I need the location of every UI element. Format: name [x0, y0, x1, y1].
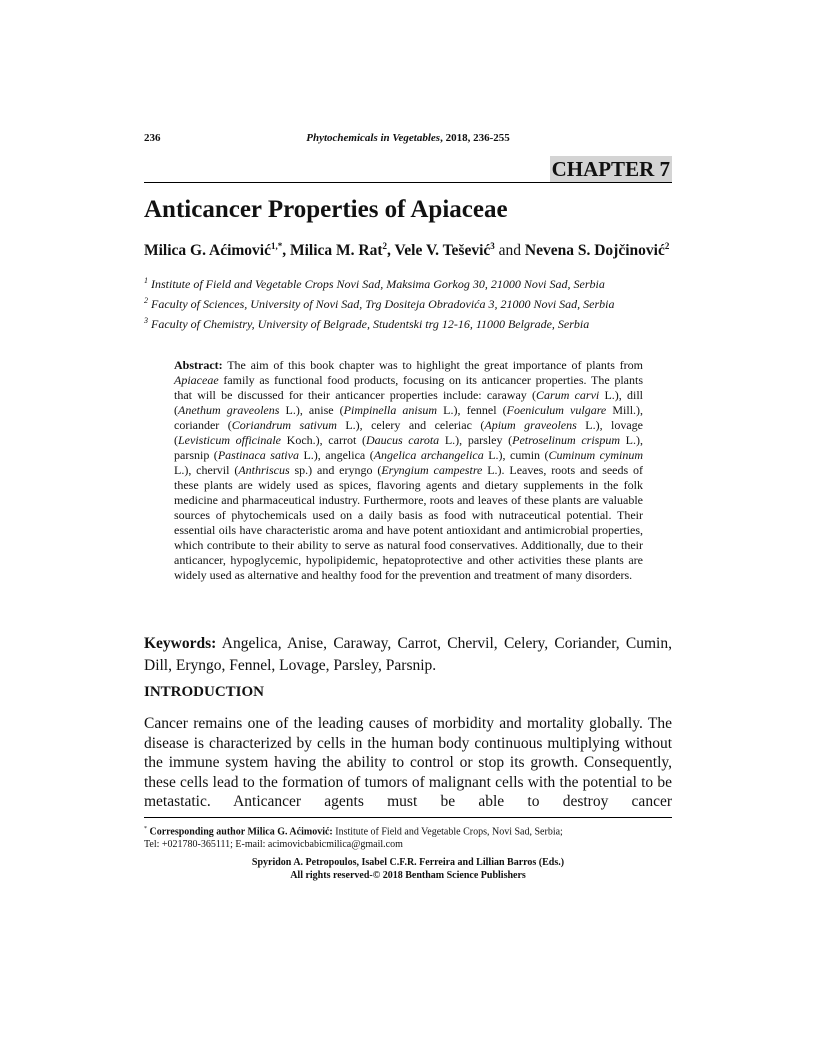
copyright-line: All rights reserved-© 2018 Bentham Science Publishers — [290, 869, 526, 881]
abstract-species-name: Petroselinum crispum — [512, 433, 621, 447]
author-affil-mark: 1,* — [270, 241, 283, 251]
abstract-text: L.), cumin ( — [483, 448, 549, 462]
abstract-text: L.), dill ( — [174, 388, 643, 417]
abstract-species-name: Foeniculum vulgare — [506, 403, 607, 417]
keywords-label: Keywords: — [144, 635, 217, 652]
publisher-info — [144, 857, 672, 882]
author-affil-mark: 3 — [490, 241, 495, 251]
abstract-label: Abstract: — [174, 358, 223, 372]
abstract-text: L.), angelica ( — [298, 448, 374, 462]
footnote-contact: Tel: +021780-365111; E-mail: acimovicbabicmilica@gmail.com — [144, 839, 403, 851]
affiliation — [144, 296, 704, 312]
affiliation-number: 1 — [144, 276, 148, 285]
abstract-species-name: Angelica archangelica — [373, 448, 484, 462]
author-separator: , — [282, 242, 290, 260]
abstract-text: L.), parsley ( — [439, 433, 513, 447]
abstract-text: sp.) and eryngo ( — [289, 463, 382, 477]
author-name: Milica G. Aćimović — [144, 242, 271, 260]
author-name: Vele V. Tešević — [394, 242, 491, 260]
author-separator: and — [494, 242, 525, 260]
keywords — [144, 633, 672, 677]
chapter-label: CHAPTER 7 — [551, 157, 670, 181]
affiliation-number: 2 — [144, 296, 148, 305]
abstract-text: L.). Leaves, roots and seeds of these plants are widely used as spices, flavoring agents and dietary supplements in the folk medicine and pharmaceutical industry. Furthermore, roots and leaves of these plants are valuable sources of phytochemicals used on a daily basis as food with nutraceutical potential. Their essential oils have characteristic aroma and have potent antioxidant and antimicrobial properties, which contribute to their ability to serve as natural food conservatives. Additionally, due to their anticancer, hypoglycemic, hypolipidemic, hepatoprotective and other activities these plants are widely used as alternative and healthy food for the prevention and treatment of many disorders. — [174, 463, 644, 582]
abstract-species-name: Pastinaca sativa — [217, 448, 299, 462]
section-heading: INTRODUCTION — [144, 684, 265, 700]
affiliation-text: Faculty of Sciences, University of Novi Sad, Trg Dositeja Obradovića 3, 21000 Novi Sad, Serbia — [148, 297, 615, 311]
abstract-species-name: Daucus carota — [365, 433, 440, 447]
abstract-text: L.), lovage ( — [174, 418, 643, 447]
abstract-text: family as functional food products, focusing on its anticancer properties. The plants that will be discussed for their anticancer properties include: caraway ( — [174, 373, 643, 402]
editors-line: Spyridon A. Petropoulos, Isabel C.F.R. Ferreira and Lillian Barros (Eds.) — [251, 857, 565, 868]
running-header — [144, 132, 672, 144]
author-name: Nevena S. Dojčinović — [524, 242, 665, 260]
footnote — [144, 823, 672, 851]
abstract-text: Koch.), carrot ( — [280, 433, 366, 447]
affiliation — [144, 276, 704, 292]
author-list — [144, 236, 672, 261]
author-affil-mark: 2 — [382, 241, 388, 251]
abstract-text: L.), anise ( — [279, 403, 344, 417]
abstract-species-name: Cuminum cyminum — [548, 448, 643, 462]
footnote-text: Institute of Field and Vegetable Crops, Novi Sad, Serbia; — [332, 826, 563, 838]
footnote-mark: * — [144, 826, 147, 832]
abstract-species-name: Coriandrum sativum — [231, 418, 337, 432]
abstract-species-name: Apium graveolens — [484, 418, 577, 432]
journal-title: Phytochemicals in Vegetables — [306, 132, 441, 144]
abstract-species-name: Pimpinella anisum — [343, 403, 438, 417]
abstract-species-name: Eryngium campestre — [381, 463, 483, 477]
affiliation-number: 3 — [144, 316, 148, 325]
header-rule — [144, 182, 672, 183]
abstract-text: L.), parsnip ( — [174, 433, 644, 462]
author-affil-mark: 2 — [664, 241, 670, 251]
abstract-species-name: Apiaceae — [174, 373, 219, 387]
abstract-text: Mill.), coriander ( — [174, 403, 644, 432]
abstract-text: L.), celery and celeriac ( — [336, 418, 485, 432]
affiliation-text: Faculty of Chemistry, University of Belgrade, Studentski trg 12-16, 11000 Belgrade, Serbia — [148, 317, 590, 331]
author-separator: , — [387, 242, 395, 260]
affiliation — [144, 316, 704, 332]
journal-details: , 2018, 236-255 — [440, 132, 510, 144]
abstract-text: L.), chervil ( — [174, 463, 239, 477]
abstract-species-name: Levisticum officinale — [178, 433, 281, 447]
affiliation-text: Institute of Field and Vegetable Crops Novi Sad, Maksima Gorkog 30, 21000 Novi Sad, Serbia — [148, 277, 605, 291]
page-number: 236 — [144, 132, 161, 144]
abstract-species-name: Anethum graveolens — [178, 403, 280, 417]
abstract-species-name: Carum carvi — [536, 388, 600, 402]
chapter-title: Anticancer Properties of Apiaceae — [144, 196, 508, 223]
keywords-list: Angelica, Anise, Caraway, Carrot, Chervil, Celery, Coriander, Cumin, Dill, Eryngo, Fennel, Lovage, Parsley, Parsnip. — [144, 635, 672, 674]
footnote-label: Corresponding author Milica G. Aćimović: — [147, 826, 333, 838]
abstract — [174, 358, 643, 583]
abstract-species-name: Anthriscus — [238, 463, 290, 477]
body-paragraph: Cancer remains one of the leading causes of morbidity and mortality globally. The disease is characterized by cells in the human body continuous multiplying without the immune system having the ability to control or stop its growth. Consequently, these cells lead to the formation of tumors of malignant cells with the potential to be metastatic. Anticancer agents must be able to destroy cancer — [144, 715, 672, 810]
abstract-text: The aim of this book chapter was to highlight the great importance of plants from — [222, 358, 643, 372]
author-name: Milica M. Rat — [289, 242, 383, 260]
footnote-rule — [144, 817, 672, 818]
abstract-text: L.), fennel ( — [437, 403, 507, 417]
